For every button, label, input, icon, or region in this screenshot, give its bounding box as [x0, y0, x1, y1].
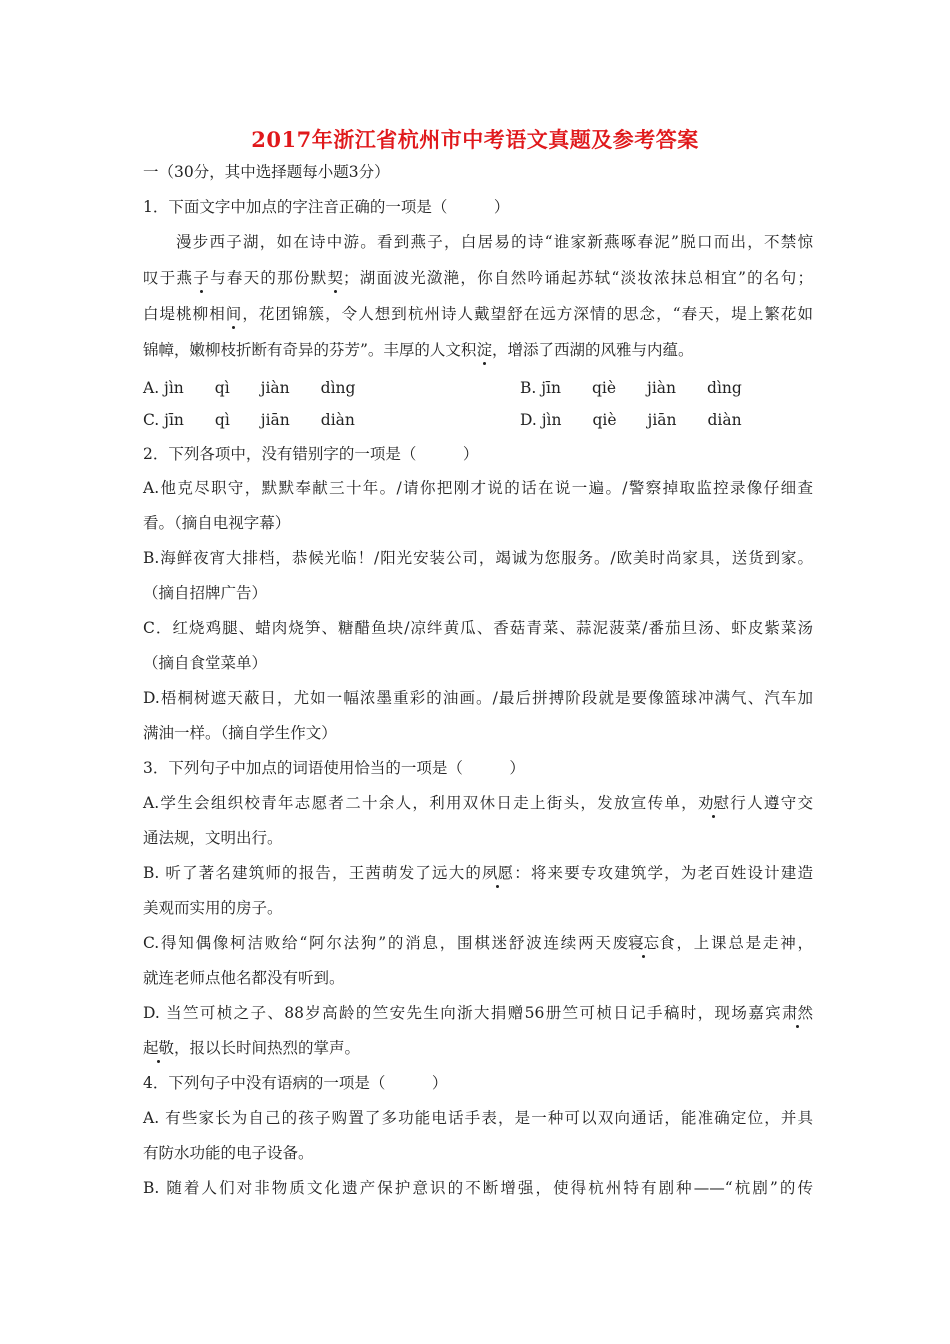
- question-3-option-c-line-2: 就连老师点他名都没有听到。: [143, 969, 345, 987]
- question-2-option-d-line-1: D.梧桐树遮天蔽日，尤如一幅浓墨重彩的油画。/最后拼搏阶段就是要像篮球冲满气、汽车加: [143, 689, 813, 707]
- question-3-option-b-line-2: 美观而实用的房子。: [143, 899, 283, 917]
- passage-text: 锦幛，嫩柳枝折断有奇异的芬芳”。丰厚的人文积: [143, 341, 477, 359]
- dotted-char: 间: [225, 305, 242, 323]
- question-2-option-c-line-2: （摘自食堂菜单）: [143, 654, 268, 672]
- dotted-char: 契: [327, 269, 344, 287]
- option-text: ：将来要专攻建筑学，为老百姓设计建造: [513, 864, 813, 882]
- question-2-option-d-line-2: 满油一样。（摘自学生作文）: [143, 724, 337, 742]
- option-text: A.学生会组织校青年志愿者二十余人，利用双休日走上街头，发放宣传单，: [143, 794, 698, 812]
- question-4-stem: 4．下列句子中没有语病的一项是（ ）: [143, 1074, 448, 1092]
- question-2-stem: 2．下列各项中，没有错别字的一项是（ ）: [143, 445, 479, 463]
- passage-text: ，花团锦簇，令人想到杭州诗人戴望舒在远方深情的思念，“春天，堤上繁花如: [241, 305, 813, 323]
- question-1-stem: 1．下面文字中加点的字注音正确的一项是（ ）: [143, 198, 510, 216]
- passage-text: 白堤桃柳相: [143, 305, 226, 323]
- question-1-passage-line-4: [143, 340, 813, 360]
- section-heading: 一（30分，其中选择题每小题3分）: [143, 163, 390, 181]
- question-2-option-c-line-1: C．红烧鸡腿、蜡肉烧笋、糖醋鱼块/凉绊黄瓜、香菇青菜、蒜泥菠菜/番茄旦汤、虾皮紫菜汤: [143, 619, 813, 637]
- option-text: ，上课总是走神，: [674, 934, 813, 952]
- question-3-option-c-line-1: [143, 933, 813, 953]
- passage-text: 漫步西子湖，如在诗中游。看到燕子，白居易的诗“谁家新燕啄春泥”脱口而出，不禁惊: [176, 233, 813, 251]
- question-1-option-c: C. jīn qì jiān diàn: [143, 411, 355, 429]
- dotted-word: 起敬: [143, 1039, 175, 1057]
- question-3-option-a-line-1: [143, 793, 813, 813]
- question-3-option-b-line-1: [143, 863, 813, 883]
- option-text: D. 当竺可桢之子、88岁高龄的竺安先生向浙大捐赠56册竺可桢日记手稿时，现场嘉宾: [143, 1004, 782, 1022]
- question-2-option-a-line-2: 看。（摘自电视字幕）: [143, 514, 291, 532]
- question-3-stem: 3．下列句子中加点的词语使用恰当的一项是（ ）: [143, 759, 525, 777]
- question-3-option-d-line-2: [143, 1038, 813, 1058]
- dotted-word: 夙愿: [482, 864, 514, 882]
- question-1-passage-line-3: [143, 304, 813, 324]
- option-text: C.得知偶像柯洁败给“阿尔法狗”的消息，围棋迷舒波连续两天: [143, 934, 613, 952]
- question-2-option-a-line-1: A.他克尽职守，默默奉献三十年。/请你把刚才说的话在说一遍。/警察掉取监控录像仔细查: [143, 479, 813, 497]
- question-1-passage-line-2: [143, 268, 813, 288]
- question-2-option-b-line-2: （摘自招牌广告）: [143, 584, 268, 602]
- question-4-option-a-line-1: A. 有些家长为自己的孩子购置了多功能电话手表，是一种可以双向通话，能准确定位，并具: [143, 1109, 813, 1127]
- page-title: 2017年浙江省杭州市中考语文真题及参考答案: [251, 127, 699, 152]
- question-4-option-b-line-1: B. 随着人们对非物质文化遗产保护意识的不断增强，使得杭州特有剧种——“杭剧”的传: [143, 1179, 813, 1197]
- question-3-option-d-line-1: [143, 1003, 813, 1023]
- option-text: ，报以长时间热烈的掌声。: [174, 1039, 361, 1057]
- question-1-passage-line-1: [176, 232, 813, 252]
- question-1-option-a: A. jìn qì jiàn dìng: [143, 379, 356, 397]
- dotted-char: 淀: [476, 341, 492, 359]
- dotted-word: 肃然: [781, 1004, 813, 1022]
- dotted-char: 子: [193, 269, 209, 287]
- option-text: 行人遵守交: [729, 794, 813, 812]
- question-1-option-b: B. jīn qiè jiàn dìng: [520, 379, 742, 397]
- passage-text: ；湖面波光潋滟，你自然吟诵起苏轼“淡妆浓抹总相宜”的名句；: [343, 269, 813, 287]
- dotted-word: 劝慰: [697, 794, 729, 812]
- option-text: B. 听了著名建筑师的报告，王茜萌发了远大的: [143, 864, 483, 882]
- question-1-option-d: D. jìn qiè jiān diàn: [520, 411, 742, 429]
- passage-text: ，增添了西湖的风雅与内蕴。: [491, 341, 694, 359]
- passage-text: 叹于燕: [143, 269, 194, 287]
- dotted-word: 废寝忘食: [612, 934, 675, 952]
- question-2-option-b-line-1: B.海鲜夜宵大排档，恭候光临！/阳光安装公司，竭诚为您服务。/欧美时尚家具，送货到家。: [143, 549, 813, 567]
- passage-text: 与春天的那份默: [208, 269, 328, 287]
- question-3-option-a-line-2: 通法规，文明出行。: [143, 829, 283, 847]
- question-4-option-a-line-2: 有防水功能的电子设备。: [143, 1144, 314, 1162]
